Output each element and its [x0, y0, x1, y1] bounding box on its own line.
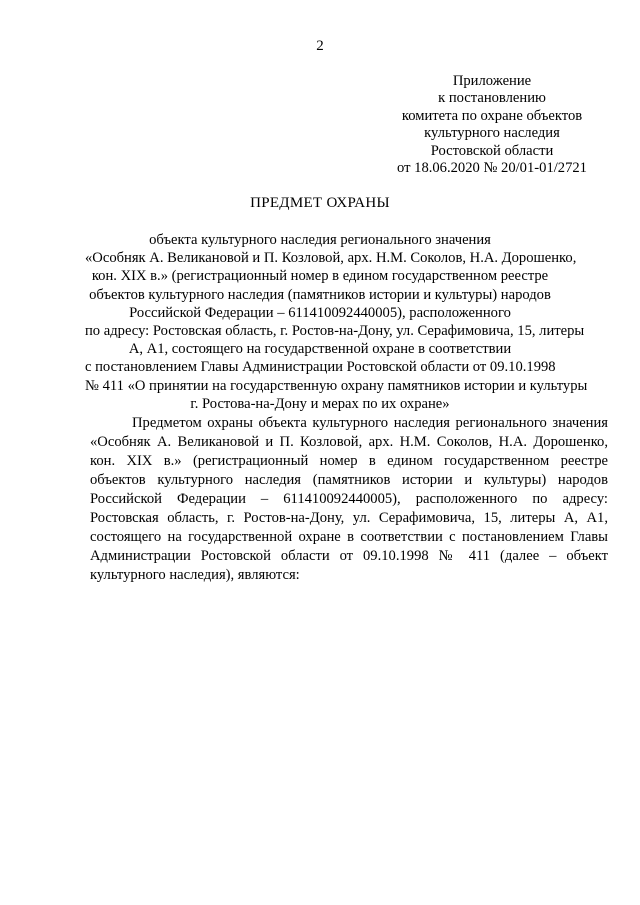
description-line: кон. XIX в.» (регистрационный номер в едином государственном реестре [91, 268, 549, 285]
description-line: «Особняк А. Великановой и П. Козловой, арх. Н.М. Соколов, Н.А. Дорошенко, [85, 250, 577, 267]
paragraph-line: объектов культурного наследия (памятников истории и культуры) народов [90, 472, 608, 488]
paragraph-line: Ростовская область, г. Ростов-на-Дону, ул. Серафимовича, 15, литеры А, А1, [90, 510, 608, 526]
description-line: по адресу: Ростовская область, г. Ростов-на-Дону, ул. Серафимовича, 15, литеры [85, 323, 585, 340]
paragraph-line: Предметом охраны объекта культурного наследия регионального значения [132, 415, 608, 431]
appendix-line: Приложение [452, 73, 532, 89]
description-line: объекта культурного наследия регионального значения [149, 232, 491, 248]
appendix-line: от 18.06.2020 № 20/01-01/2721 [397, 160, 587, 177]
appendix-line: Ростовской области [430, 142, 554, 159]
appendix-line: к постановлению [438, 90, 546, 107]
description-line: Российской Федерации – 611410092440005), расположенного [129, 304, 511, 321]
paragraph-line: Российской Федерации – 611410092440005), расположенного по адресу: [90, 491, 608, 507]
paragraph-line: состоящего на государственной охране в соответствии с постановлением Главы [90, 529, 608, 545]
document-title: ПРЕДМЕТ ОХРАНЫ [250, 195, 390, 211]
description-line: с постановлением Главы Администрации Ростовской области от 09.10.1998 [85, 359, 556, 376]
paragraph-line: Администрации Ростовской области от 09.10.1998 № 411 (далее – объект [90, 548, 608, 564]
paragraph-line: культурного наследия), являются: [90, 567, 300, 583]
description-line: № 411 «О принятии на государственную охрану памятников истории и культуры [85, 377, 588, 394]
object-description [85, 231, 588, 413]
appendix-line: комитета по охране объектов [401, 107, 583, 124]
paragraph-line: «Особняк А. Великановой и П. Козловой, арх. Н.М. Соколов, Н.А. Дорошенко, [90, 434, 608, 450]
body-paragraph [90, 414, 608, 585]
description-line: объектов культурного наследия (памятников истории и культуры) народов [89, 286, 551, 303]
paragraph-line: кон. XIX в.» (регистрационный номер в едином государственном реестре [90, 453, 608, 469]
page-number: 2 [316, 38, 324, 54]
description-line: г. Ростова-на-Дону и мерах по их охране» [190, 395, 450, 412]
appendix-line: культурного наследия [424, 125, 560, 142]
appendix-block [380, 73, 604, 177]
description-line: А, А1, состоящего на государственной охране в соответствии [128, 341, 512, 358]
